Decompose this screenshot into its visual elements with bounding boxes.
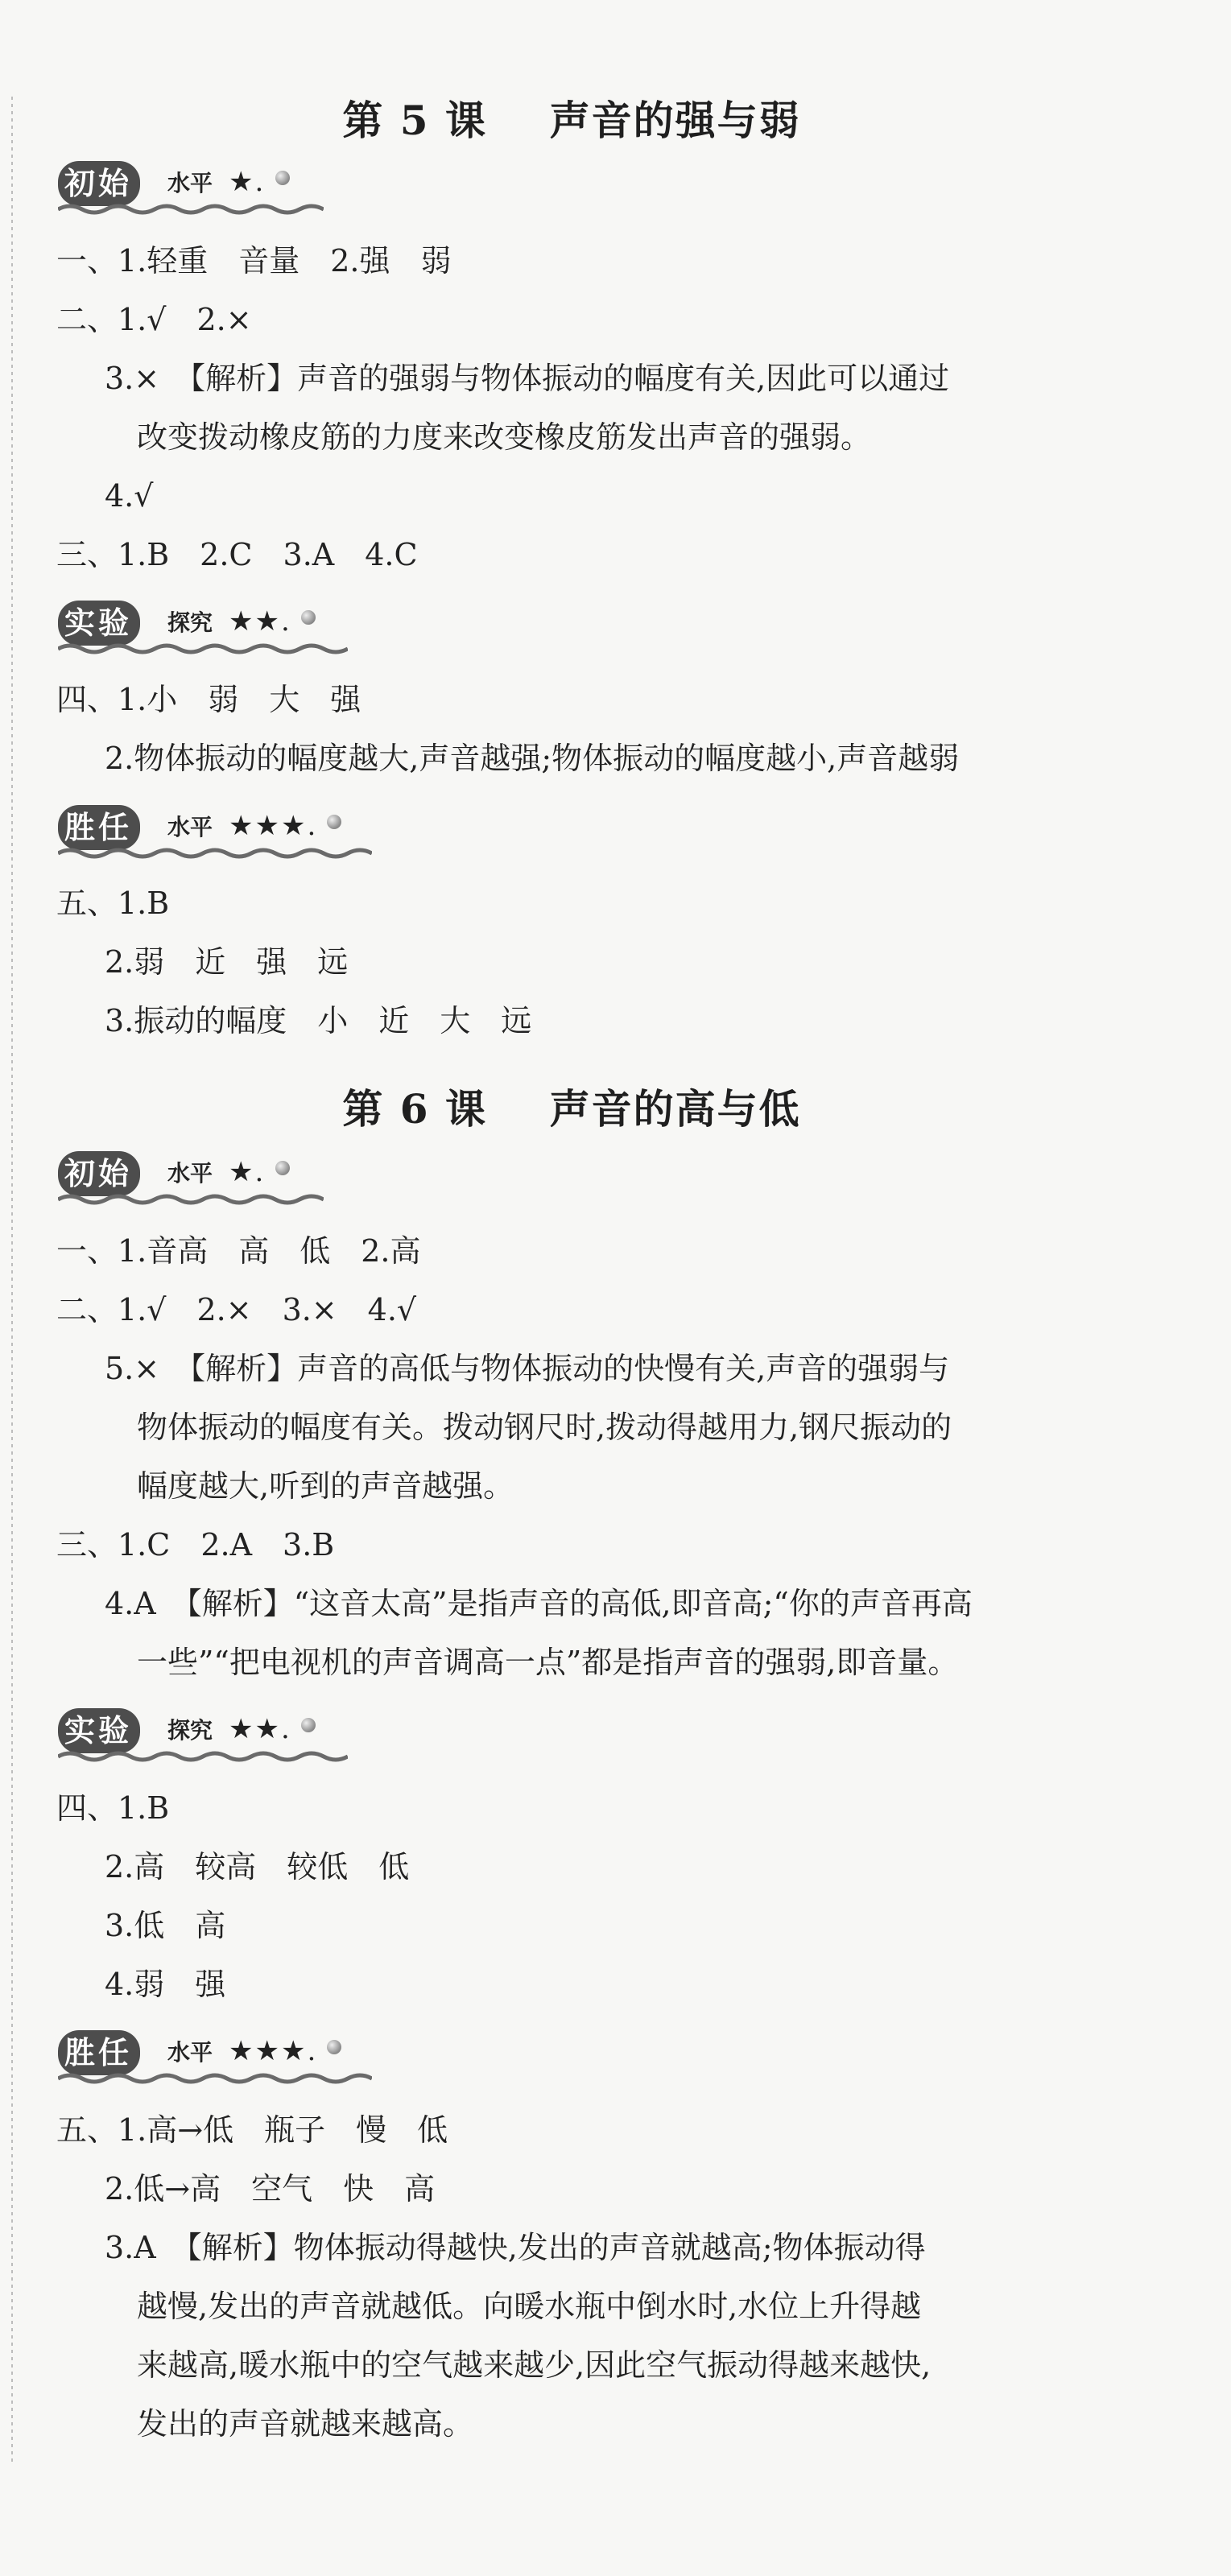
badge-pill: 初始: [58, 161, 140, 206]
badge-pill: 胜任: [58, 2030, 140, 2075]
answer-line: 2.弱 近 强 远: [105, 944, 349, 980]
answer-line: 3.A 【解析】物体振动得越快,发出的声音就越高;物体振动得: [105, 2230, 926, 2265]
badge-pill: 实验: [58, 601, 140, 646]
badge-initial-level: [58, 158, 332, 216]
answer-line: 四、1.B: [56, 1790, 170, 1826]
badge-experiment-inquiry: [58, 1705, 332, 1763]
badge-competent-level: [58, 2027, 332, 2085]
ball-icon: [275, 171, 290, 185]
badge-experiment-inquiry: [58, 597, 332, 655]
star-rating: ★.: [229, 1156, 266, 1188]
answer-line: 2.低→高 空气 快 高: [105, 2171, 436, 2207]
star-rating: ★★★.: [229, 2035, 318, 2067]
ball-icon: [301, 1718, 316, 1732]
title-suffix: 课: [445, 1086, 487, 1133]
wave-underline-icon: [58, 203, 324, 216]
title-prefix: 第: [342, 1086, 385, 1133]
star-rating: ★★★.: [229, 810, 318, 842]
answer-line: 幅度越大,听到的声音越强。: [137, 1468, 514, 1504]
title-suffix: 课: [445, 97, 487, 144]
wave-underline-icon: [58, 847, 372, 860]
answer-line: 来越高,暖水瓶中的空气越来越少,因此空气振动得越来越快,: [137, 2347, 932, 2383]
star-rating: ★★.: [229, 1713, 291, 1745]
answer-line: 五、1.B: [56, 886, 170, 921]
badge-subtitle: 探究: [167, 1717, 213, 1744]
ball-icon: [301, 610, 316, 625]
answer-line: 2.高 较高 较低 低: [105, 1849, 410, 1885]
answer-line: 5.× 【解析】声音的高低与物体振动的快慢有关,声音的强弱与: [105, 1351, 950, 1386]
ball-icon: [327, 815, 341, 829]
answer-line: 物体振动的幅度有关。拨动钢尺时,拨动得越用力,钢尺振动的: [137, 1410, 952, 1445]
wave-underline-icon: [58, 642, 348, 655]
answer-line: 3.低 高: [105, 1908, 226, 1943]
answer-line: 3.× 【解析】声音的强弱与物体振动的幅度有关,因此可以通过: [105, 361, 950, 396]
ball-icon: [275, 1161, 290, 1175]
answer-line: 4.√: [105, 478, 154, 514]
answer-line: 3.振动的幅度 小 近 大 远: [105, 1003, 532, 1038]
wave-underline-icon: [58, 1750, 348, 1763]
margin-dotted-rule: [11, 97, 13, 2463]
star-rating: ★★.: [229, 605, 291, 638]
badge-pill: 实验: [58, 1708, 140, 1753]
badge-pill: 初始: [58, 1151, 140, 1196]
answer-line: 越慢,发出的声音就越低。向暖水瓶中倒水时,水位上升得越: [137, 2289, 922, 2324]
ball-icon: [327, 2040, 341, 2054]
answer-line: 五、1.高→低 瓶子 慢 低: [56, 2112, 448, 2148]
badge-subtitle: 探究: [167, 609, 213, 636]
wave-underline-icon: [58, 1193, 324, 1206]
answer-line: 一、1.轻重 音量 2.强 弱: [56, 243, 452, 279]
answer-line: 4.弱 强: [105, 1967, 226, 2002]
lesson-title-text: 声音的强与弱: [549, 97, 801, 144]
answer-line: 一、1.音高 高 低 2.高: [56, 1233, 421, 1269]
answer-line: 改变拨动橡皮筋的力度来改变橡皮筋发出声音的强弱。: [137, 419, 872, 455]
lesson-number: 6: [399, 1085, 430, 1133]
badge-subtitle: 水平: [167, 170, 213, 196]
answer-line: 4.A 【解析】“这音太高”是指声音的高低,即音高;“你的声音再高: [105, 1586, 973, 1621]
badge-pill: 胜任: [58, 805, 140, 850]
badge-subtitle: 水平: [167, 2039, 213, 2066]
badge-subtitle: 水平: [167, 814, 213, 840]
answer-line: 四、1.小 弱 大 强: [56, 682, 361, 717]
answer-line: 2.物体振动的幅度越大,声音越强;物体振动的幅度越小,声音越弱: [105, 741, 960, 776]
lesson-5-title: [0, 89, 1143, 147]
badge-competent-level: [58, 802, 332, 860]
answer-line: 三、1.C 2.A 3.B: [56, 1527, 335, 1563]
lesson-6-title: [0, 1077, 1143, 1135]
lesson-number: 5: [399, 97, 430, 144]
badge-initial-level: [58, 1148, 332, 1206]
answer-line: 二、1.√ 2.× 3.× 4.√: [56, 1292, 417, 1327]
star-rating: ★.: [229, 166, 266, 198]
lesson-title-text: 声音的高与低: [549, 1086, 801, 1133]
answer-line: 三、1.B 2.C 3.A 4.C: [56, 537, 418, 572]
badge-subtitle: 水平: [167, 1160, 213, 1187]
answer-line: 二、1.√ 2.×: [56, 302, 252, 337]
wave-underline-icon: [58, 2072, 372, 2085]
title-prefix: 第: [342, 97, 385, 144]
answer-line: 发出的声音就越来越高。: [137, 2406, 474, 2442]
answer-line: 一些”“把电视机的声音调高一点”都是指声音的强弱,即音量。: [137, 1645, 959, 1680]
